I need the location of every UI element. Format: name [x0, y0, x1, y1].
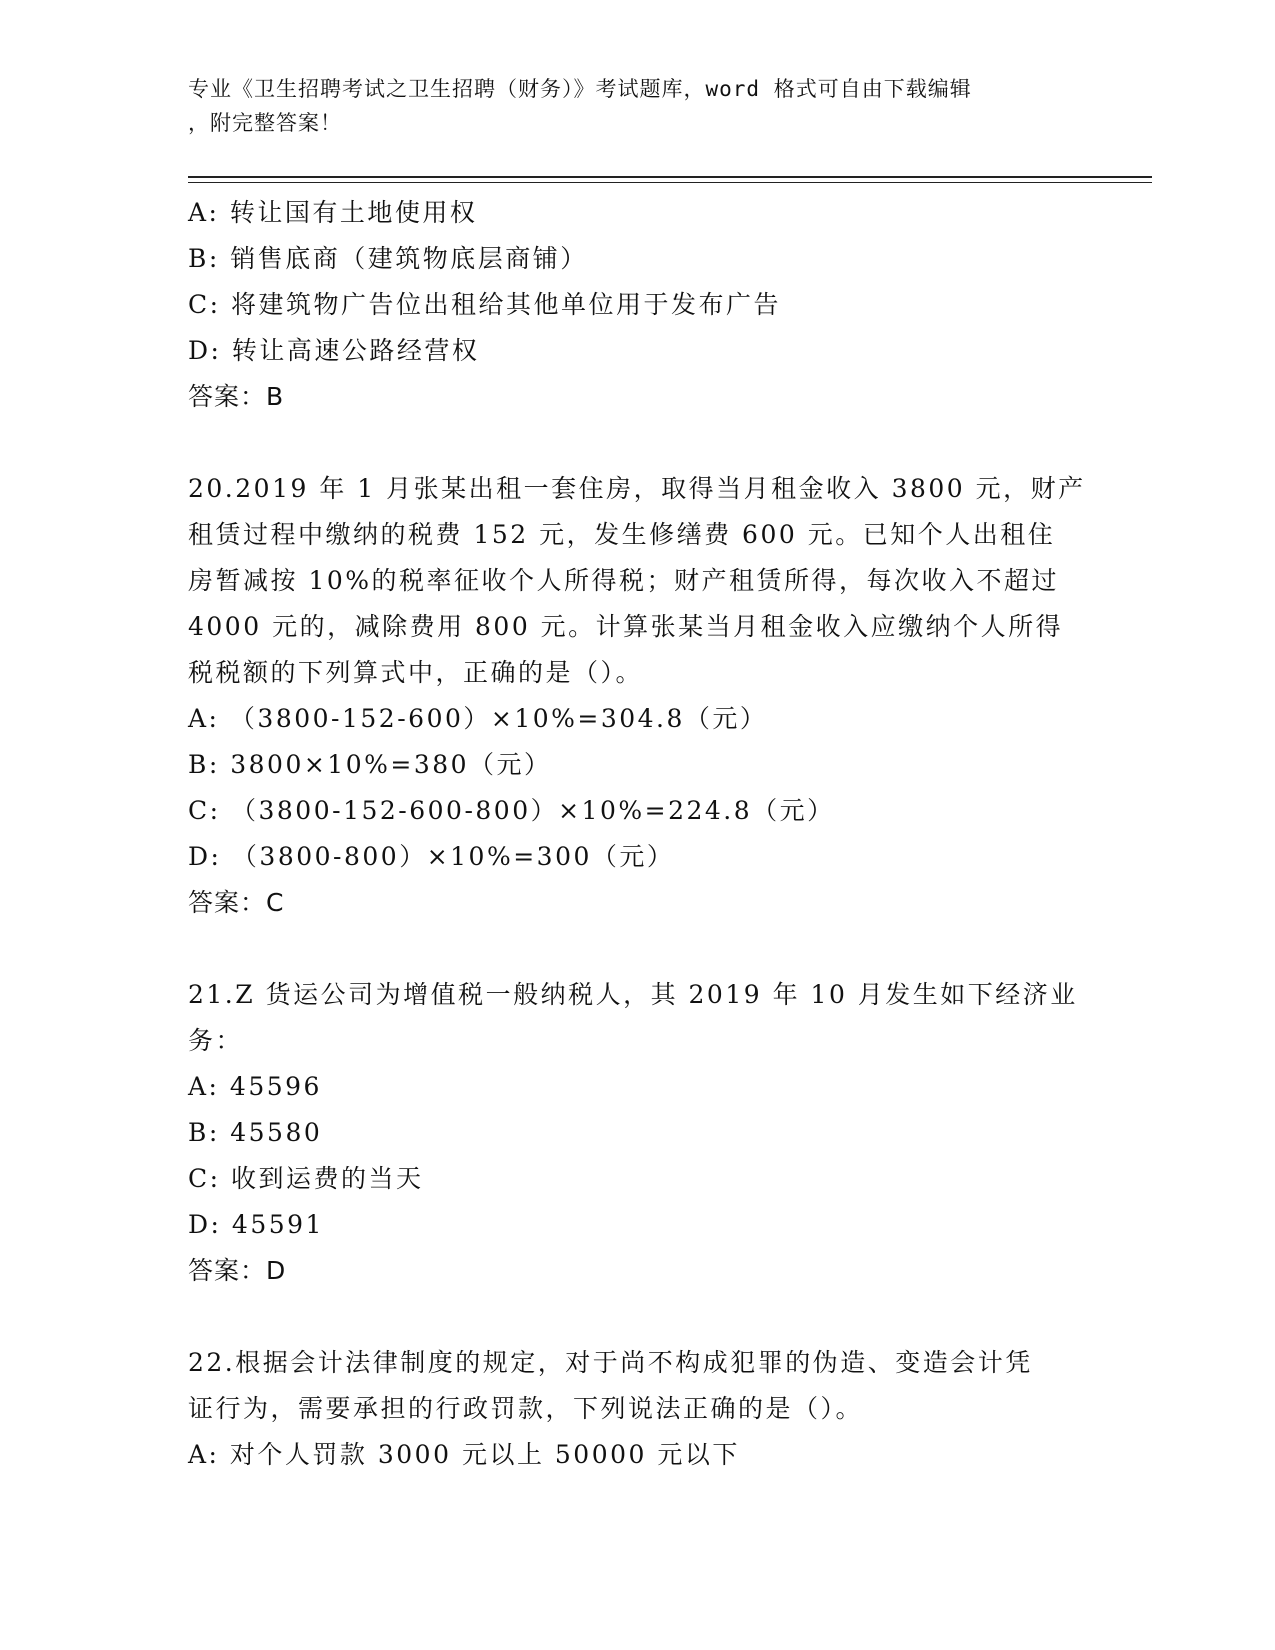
- option-a: A: （3800-152-600）×10%=304.8（元）: [188, 704, 768, 733]
- question-stem-line: 21.Z 货运公司为增值税一般纳税人，其 2019 年 10 月发生如下经济业: [188, 980, 1078, 1009]
- option-b: B: 销售底商（建筑物底层商铺）: [188, 244, 588, 273]
- question-19: [188, 190, 1088, 420]
- option-d: D: 转让高速公路经营权: [188, 336, 480, 365]
- question-stem-line: 证行为，需要承担的行政罚款，下列说法正确的是（）。: [188, 1394, 864, 1423]
- option-a: A: 45596: [188, 1072, 322, 1101]
- question-stem-line: 20.2019 年 1 月张某出租一套住房，取得当月租金收入 3800 元，财产: [188, 474, 1086, 503]
- question-stem-line: 税税额的下列算式中，正确的是（）。: [188, 658, 644, 687]
- option-c: C: （3800-152-600-800）×10%=224.8（元）: [188, 796, 835, 825]
- option-a: A: 对个人罚款 3000 元以上 50000 元以下: [188, 1440, 740, 1469]
- question-stem-line: 租赁过程中缴纳的税费 152 元，发生修缮费 600 元。已知个人出租住: [188, 520, 1056, 549]
- question-21: [188, 972, 1088, 1294]
- option-d: D: 45591: [188, 1210, 324, 1239]
- answer: 答案：C: [188, 888, 285, 917]
- option-b: B: 45580: [188, 1118, 323, 1147]
- answer: 答案：B: [188, 382, 285, 411]
- option-c: C: 将建筑物广告位出租给其他单位用于发布广告: [188, 290, 781, 319]
- header-line-2: ，附完整答案！: [188, 111, 342, 135]
- header-line-1: 专业《卫生招聘考试之卫生招聘（财务）》考试题库，word 格式可自由下载编辑: [188, 77, 972, 101]
- question-stem-line: 4000 元的，减除费用 800 元。计算张某当月租金收入应缴纳个人所得: [188, 612, 1064, 641]
- question-22: [188, 1340, 1088, 1478]
- question-stem-line: 房暂减按 10%的税率征收个人所得税；财产租赁所得，每次收入不超过: [188, 566, 1060, 595]
- header-divider-thin: [188, 182, 1152, 183]
- question-20: [188, 466, 1088, 926]
- question-stem-line: 22.根据会计法律制度的规定，对于尚不构成犯罪的伪造、变造会计凭: [188, 1348, 1033, 1377]
- option-c: C: 收到运费的当天: [188, 1164, 424, 1193]
- document-header: [188, 72, 1088, 140]
- option-b: B: 3800×10%=380（元）: [188, 750, 552, 779]
- question-stem-line: 务：: [188, 1026, 244, 1055]
- option-d: D: （3800-800）×10%=300（元）: [188, 842, 675, 871]
- answer: 答案：D: [188, 1256, 287, 1285]
- question-content: [188, 190, 1088, 1478]
- header-divider-thick: [188, 176, 1152, 178]
- option-a: A: 转让国有土地使用权: [188, 198, 478, 227]
